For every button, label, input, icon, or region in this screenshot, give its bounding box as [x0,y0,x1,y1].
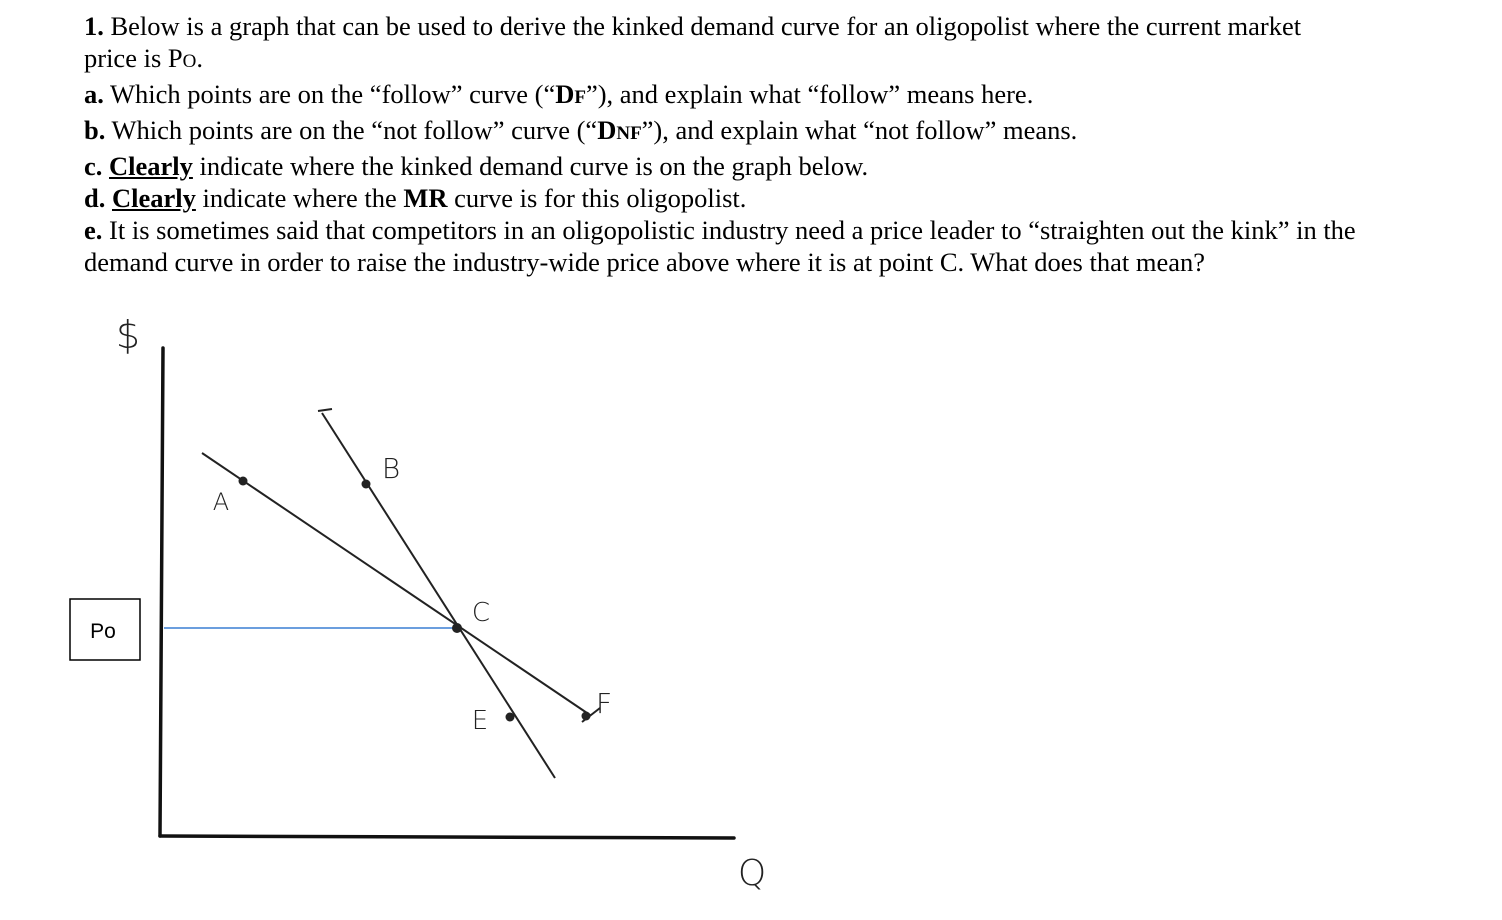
question-part-d: d. Clearly indicate where the MR curve is for this oligopolist. [84,183,747,213]
question-part-c: c. Clearly indicate where the kinked demand curve is on the graph below. [84,151,869,181]
question-part-b: b. Which points are on the “not follow” curve (“DNF”), and explain what “not follow” means. [84,115,1078,145]
point-f-dot [582,712,591,721]
curve-bce [322,413,555,778]
mr-emphasis: MR [403,183,448,213]
curve-acf [202,453,590,715]
point-a-label: A [212,488,230,516]
clearly-emphasis: Clearly [109,151,193,181]
point-b-label: B [381,452,401,485]
y-axis-label: $ [115,313,141,357]
point-b-dot [362,480,371,489]
question-part-e: e. It is sometimes said that competitors in an oligopolistic industry need a price leader to “straighten out the kink” in the demand curve in order to raise the industry-wide price above where it is at point C. What does that mean? [84,215,1356,277]
point-f-label: F [595,687,613,720]
question-number: 1. [84,11,104,41]
x-axis-label: Q [737,853,767,894]
point-a-dot [239,477,248,486]
price-subscript: O [182,51,197,72]
clearly-emphasis: Clearly [112,183,196,213]
curve-bce-end-tick [318,409,332,411]
price-box-label: Po [90,620,116,643]
x-axis [160,836,734,838]
point-c-label: C [471,598,491,628]
point-e-dot [506,713,515,722]
question-intro: 1. Below is a graph that can be used to derive the kinked demand curve for an oligopolist where the current market price is PO. [84,11,1302,73]
y-axis [160,348,163,836]
question-part-a: a. Which points are on the “follow” curve (“DF”), and explain what “follow” means here. [84,79,1034,109]
point-e-label: E [471,706,489,736]
point-c-dot [452,623,462,633]
